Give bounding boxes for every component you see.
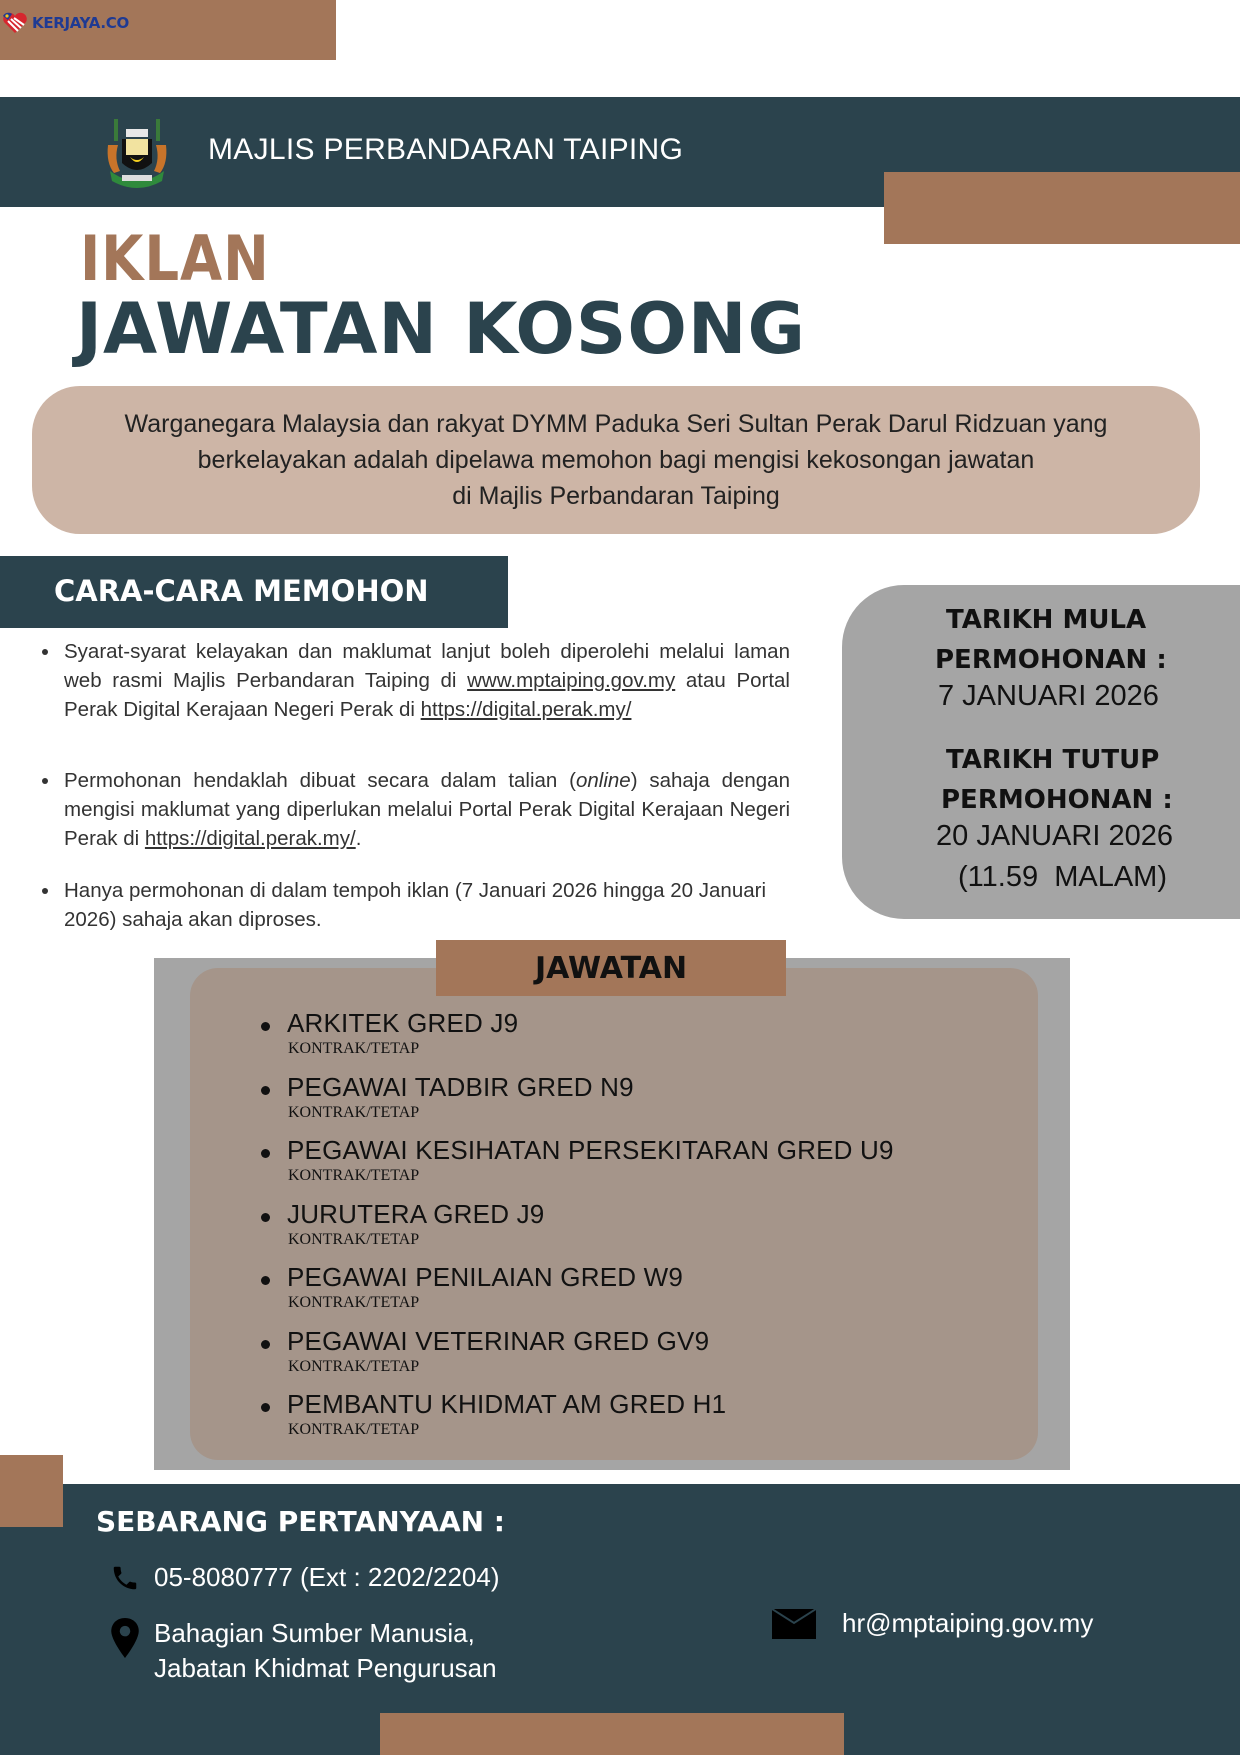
- positions-header: [436, 940, 786, 996]
- position-name: PEMBANTU KHIDMAT AM GRED H1: [287, 1389, 727, 1419]
- position-type: KONTRAK/TETAP: [288, 1230, 420, 1248]
- positions-list: [258, 1008, 958, 1453]
- position-name: JURUTERA GRED J9: [287, 1198, 545, 1229]
- how-to-apply-header: [0, 556, 508, 628]
- apply-bullet-online: [42, 766, 790, 853]
- position-item: [258, 1135, 958, 1199]
- bullet-text: Permohonan hendaklah dibuat secara dalam talian (: [64, 769, 576, 792]
- bullet-dot: [42, 649, 48, 655]
- position-item: [258, 1389, 958, 1453]
- bullet-dot: [261, 1086, 270, 1095]
- bullet-text: Syarat-syarat kelayakan dan maklumat lanjut boleh diperolehi melalui laman web rasmi Majlis Perbandaran Taiping di: [64, 640, 790, 692]
- intro-text: [125, 406, 1108, 514]
- envelope-icon: [772, 1609, 816, 1639]
- position-item: [258, 1008, 958, 1072]
- position-item: [258, 1199, 958, 1263]
- brand-logo[interactable]: [2, 12, 129, 34]
- decorative-accent-block: [380, 1713, 844, 1755]
- address-line: Jabatan Khidmat Pengurusan: [154, 1653, 497, 1683]
- positions-heading: JAWATAN: [534, 950, 688, 986]
- position-name: PEGAWAI PENILAIAN GRED W9: [287, 1262, 684, 1292]
- contact-email[interactable]: [772, 1608, 1093, 1639]
- bullet-dot: [261, 1276, 270, 1285]
- contact-phone[interactable]: [110, 1562, 499, 1593]
- page-title: JAWATAN KOSONG: [76, 288, 806, 370]
- bullet-dot: [42, 778, 48, 784]
- open-date-label: TARIKH MULA: [946, 605, 1147, 635]
- phone-icon: [110, 1563, 140, 1593]
- bullet-text: .: [355, 827, 362, 850]
- perak-crest-icon: [104, 115, 170, 189]
- position-type: KONTRAK/TETAP: [288, 1167, 420, 1184]
- close-date-label: TARIKH TUTUP: [946, 745, 1160, 775]
- title-iklan: IKLAN: [80, 222, 270, 295]
- mptaiping-link[interactable]: www.mptaiping.gov.my: [467, 669, 676, 692]
- digital-perak-link[interactable]: https://digital.perak.my/: [420, 698, 632, 721]
- position-item: [258, 1262, 958, 1326]
- bullet-text: atau Portal Perak Digital Kerajaan Negeri Perak di: [64, 669, 790, 721]
- brand-name: KERJAYA.CO: [32, 14, 129, 32]
- position-type: KONTRAK/TETAP: [288, 1040, 420, 1057]
- contact-address: [110, 1616, 497, 1686]
- position-item: [258, 1326, 958, 1390]
- intro-line: di Majlis Perbandaran Taiping: [452, 482, 780, 510]
- bullet-dot: [261, 1022, 270, 1031]
- apply-bullet-requirements: [42, 637, 790, 724]
- address-text: [154, 1616, 497, 1686]
- bullet-dot: [261, 1213, 270, 1222]
- close-time-value: (11.59 MALAM): [958, 861, 1167, 893]
- email-address: hr@mptaiping.gov.my: [842, 1608, 1094, 1638]
- org-name: MAJLIS PERBANDARAN TAIPING: [208, 133, 684, 166]
- intro-line: berkelayakan adalah dipelawa memohon bagi mengisi kekosongan jawatan: [197, 446, 1035, 474]
- bullet-dot: [261, 1340, 270, 1349]
- position-name: PEGAWAI TADBIR GRED N9: [287, 1071, 634, 1102]
- bullet-italic: online: [575, 769, 631, 792]
- position-type: KONTRAK/TETAP: [288, 1103, 420, 1121]
- open-date-label-2: PERMOHONAN :: [935, 645, 1167, 675]
- location-pin-icon: [110, 1618, 140, 1658]
- open-date-value: 7 JANUARI 2026: [938, 680, 1159, 712]
- apply-bullet-period: [42, 876, 790, 934]
- position-type: KONTRAK/TETAP: [288, 1421, 420, 1438]
- decorative-accent-block: [0, 1455, 63, 1527]
- bullet-dot: [42, 888, 48, 894]
- dates-card: [842, 585, 1240, 919]
- position-name: ARKITEK GRED J9: [287, 1008, 519, 1038]
- position-name: PEGAWAI KESIHATAN PERSEKITARAN GRED U9: [287, 1135, 894, 1165]
- decorative-accent-block: [884, 172, 1240, 244]
- bullet-text: Hanya permohonan di dalam tempoh iklan (7 Januari 2026 hingga 20 Januari 2026) sahaja akan diproses.: [64, 879, 767, 931]
- close-date-label-2: PERMOHONAN :: [941, 785, 1173, 815]
- address-line: Bahagian Sumber Manusia,: [154, 1618, 475, 1648]
- bullet-text: ) sahaja dengan mengisi maklumat yang diperlukan melalui Portal Perak Digital Kerajaan Negeri Perak di: [64, 769, 790, 850]
- intro-line: Warganegara Malaysia dan rakyat DYMM Paduka Seri Sultan Perak Darul Ridzuan yang: [124, 410, 1108, 438]
- bullet-dot: [261, 1403, 270, 1412]
- contact-heading: SEBARANG PERTANYAAN :: [96, 1505, 505, 1538]
- close-date-value: 20 JANUARI 2026: [936, 820, 1173, 852]
- bullet-dot: [261, 1149, 270, 1158]
- position-name: PEGAWAI VETERINAR GRED GV9: [287, 1325, 710, 1356]
- position-item: [258, 1072, 958, 1136]
- kerjaya-heart-flag-icon: [2, 12, 28, 34]
- position-type: KONTRAK/TETAP: [288, 1357, 420, 1375]
- intro-banner: [32, 386, 1200, 534]
- how-to-apply-heading: CARA-CARA MEMOHON: [54, 574, 429, 608]
- position-type: KONTRAK/TETAP: [288, 1294, 420, 1311]
- phone-number: 05-8080777 (Ext : 2202/2204): [154, 1562, 500, 1592]
- digital-perak-link[interactable]: https://digital.perak.my/: [144, 827, 356, 850]
